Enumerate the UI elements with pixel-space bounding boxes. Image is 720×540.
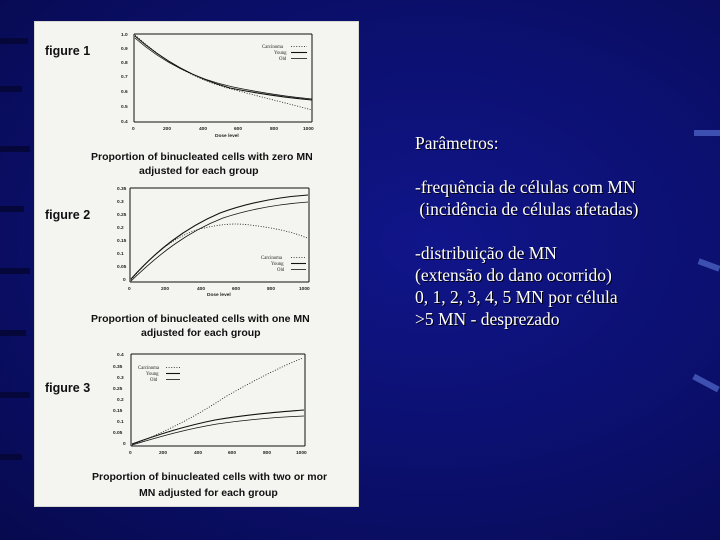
left-stripe-6 xyxy=(0,330,26,336)
figure-3-x-tick: 400 xyxy=(194,451,203,456)
figure-2-y-tick: 0 xyxy=(123,278,126,283)
figure-2-y-tick: 0.2 xyxy=(117,226,124,231)
figure-2-y-tick: 0.3 xyxy=(117,200,124,205)
figure-1-x-tick: 0 xyxy=(132,127,135,132)
figure-3-x-tick: 600 xyxy=(228,451,237,456)
figure-2-label: figure 2 xyxy=(45,208,91,222)
figure-2-y-tick: 0.15 xyxy=(117,239,127,244)
distribution-item-line-1: -distribuição de MN xyxy=(415,243,557,263)
figure-1-curve-old xyxy=(135,38,312,99)
figure-1-x-tick: 1000 xyxy=(303,127,314,132)
figure-1-curve-young xyxy=(135,36,312,100)
figure-1-plot xyxy=(121,32,314,139)
figure-3-y-tick: 0.35 xyxy=(113,365,123,370)
figure-3-x-tick: 200 xyxy=(159,451,168,456)
figure-1-x-tick: 800 xyxy=(270,127,279,132)
distribution-item-line-4: >5 MN - desprezado xyxy=(415,309,560,329)
figure-3-caption-line: MN adjusted for each group xyxy=(139,487,278,499)
left-stripe-1 xyxy=(0,38,28,44)
figure-3-x-tick: 1000 xyxy=(296,451,307,456)
frequency-item-line-1: -frequência de células com MN xyxy=(415,177,636,197)
scanned-figure-svg xyxy=(35,22,358,506)
figure-3-curve-old xyxy=(132,416,304,445)
figure-3-legend-item: Old xyxy=(150,378,158,383)
figure-1-caption-line: adjusted for each group xyxy=(139,165,259,177)
figure-1-y-tick: 0.7 xyxy=(121,75,128,80)
left-stripe-2 xyxy=(0,86,22,92)
figure-1-caption-line: Proportion of binucleated cells with zero MN xyxy=(91,151,313,163)
figure-2-legend-item: Old xyxy=(277,268,285,273)
frequency-item-line-2: (incidência de células afetadas) xyxy=(415,199,639,219)
figure-3-plot xyxy=(113,352,307,456)
figure-1-x-label: Dose level xyxy=(215,134,239,139)
figure-3-label: figure 3 xyxy=(45,381,91,395)
figure-3-y-tick: 0 xyxy=(123,442,126,447)
figure-1-legend-item: Carcinoma xyxy=(262,45,284,50)
figure-2-caption-line: adjusted for each group xyxy=(141,327,261,339)
figure-2-x-tick: 1000 xyxy=(299,287,310,292)
figure-3-y-tick: 0.15 xyxy=(113,409,123,414)
figure-1-label: figure 1 xyxy=(45,44,91,58)
right-stripe-3 xyxy=(692,374,720,392)
figure-2-caption-line: Proportion of binucleated cells with one MN xyxy=(91,313,310,325)
figure-2-x-tick: 600 xyxy=(232,287,241,292)
figure-2-x-tick: 800 xyxy=(267,287,276,292)
figure-1-legend-item: Old xyxy=(279,57,287,62)
figure-1-x-tick: 400 xyxy=(199,127,208,132)
figure-3-caption-line: Proportion of binucleated cells with two or mor xyxy=(92,471,328,483)
figure-1-y-tick: 0.4 xyxy=(121,120,128,125)
figure-1-legend-item: Young xyxy=(274,51,287,56)
spacer xyxy=(415,220,705,242)
figure-1-y-tick: 0.5 xyxy=(121,105,128,110)
figure-3-curve-young xyxy=(132,410,304,444)
parameters-heading: Parâmetros: xyxy=(415,133,499,153)
figure-1-y-tick: 0.8 xyxy=(121,61,128,66)
left-stripe-4 xyxy=(0,206,24,212)
figure-1-y-tick: 0.6 xyxy=(121,90,128,95)
figure-1-curve-carcinoma xyxy=(135,35,312,110)
figure-3-y-tick: 0.25 xyxy=(113,387,123,392)
figure-3-y-tick: 0.2 xyxy=(117,398,124,403)
figure-2-y-tick: 0.35 xyxy=(117,187,127,192)
figure-2-y-tick: 0.25 xyxy=(117,213,127,218)
left-stripe-3 xyxy=(0,146,30,152)
figure-2-x-tick: 400 xyxy=(197,287,206,292)
figure-2-legend-item: Young xyxy=(271,262,284,267)
figure-3-y-tick: 0.05 xyxy=(113,431,123,436)
figure-3-x-tick: 0 xyxy=(129,451,132,456)
figure-1-x-tick: 600 xyxy=(234,127,243,132)
figure-2-y-tick: 0.05 xyxy=(117,265,127,270)
left-stripe-5 xyxy=(0,268,30,274)
figure-2-x-tick: 0 xyxy=(128,287,131,292)
figure-2-x-tick: 200 xyxy=(161,287,170,292)
spacer xyxy=(415,154,705,176)
figure-1-x-tick: 200 xyxy=(163,127,172,132)
figure-2-x-label: Dose level xyxy=(207,293,231,298)
figure-2-legend-item: Carcinoma xyxy=(261,256,283,261)
figure-2-y-tick: 0.1 xyxy=(117,252,124,257)
figure-3-x-tick: 800 xyxy=(263,451,272,456)
figure-2-plot xyxy=(117,186,310,298)
distribution-item-line-3: 0, 1, 2, 3, 4, 5 MN por célula xyxy=(415,287,618,307)
scanned-figure-page xyxy=(35,22,358,506)
figure-3-y-tick: 0.3 xyxy=(117,376,124,381)
figure-3-y-tick: 0.1 xyxy=(117,420,124,425)
figure-3-legend-item: Carcinoma xyxy=(138,366,160,371)
figure-3-y-tick: 0.4 xyxy=(117,353,124,358)
figure-1-y-tick: 1.0 xyxy=(121,33,128,38)
figure-3-legend-item: Young xyxy=(146,372,159,377)
left-stripe-8 xyxy=(0,454,22,460)
distribution-item-line-2: (extensão do dano ocorrido) xyxy=(415,265,612,285)
left-stripe-7 xyxy=(0,392,30,398)
parameters-text-panel xyxy=(415,132,705,330)
figure-1-y-tick: 0.9 xyxy=(121,47,128,52)
